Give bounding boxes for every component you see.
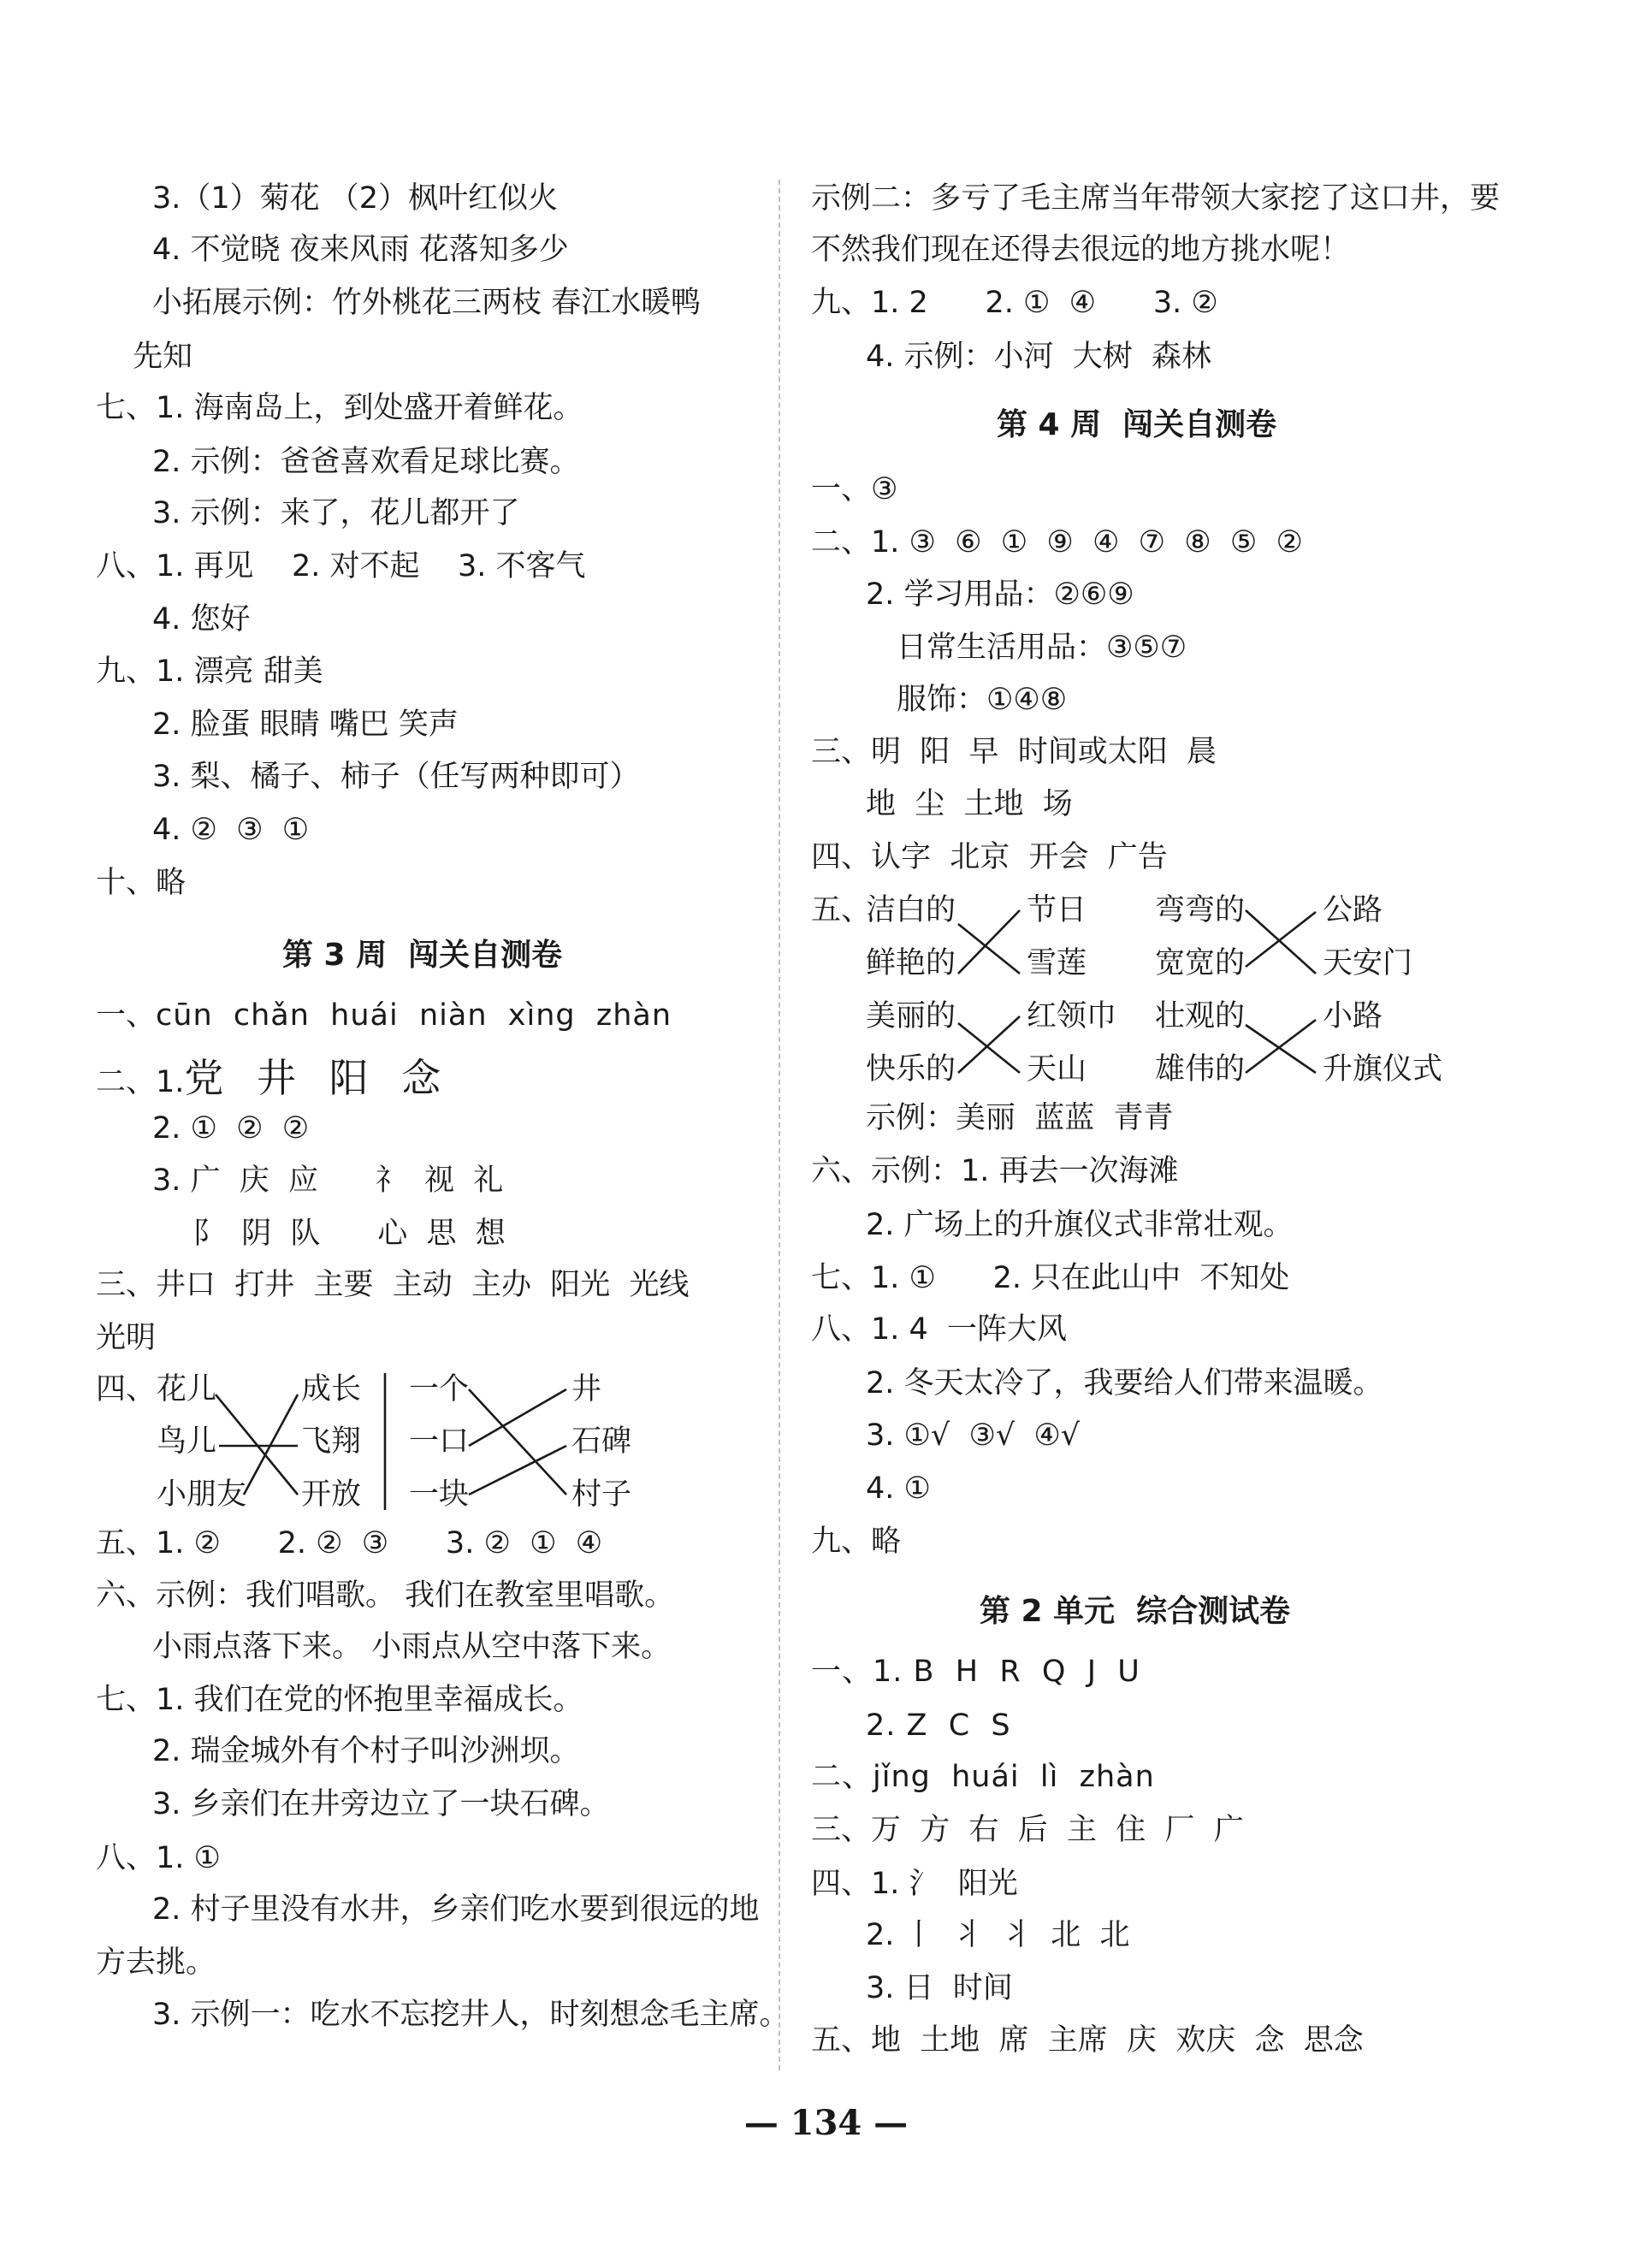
answer-line: 五、地 土地 席 主席 庆 欢庆 念 思念: [811, 2023, 1364, 2058]
answer-line: 4. 示例：小河 大树 森林: [866, 340, 1212, 374]
answer-line: 八、1. 再见 2. 对不起 3. 不客气: [96, 549, 586, 583]
answer-line: 小雨点落下来。 小雨点从空中落下来。: [152, 1630, 672, 1664]
match-item: 一口: [409, 1424, 470, 1459]
answer-line: 2. 冬天太冷了，我要给人们带来温暖。: [866, 1366, 1383, 1400]
answer-line: 不然我们现在还得去很远的地方挑水呢！: [811, 233, 1351, 267]
answer-line: 先知: [133, 340, 193, 374]
answer-line: 示例二：多亏了毛主席当年带领大家挖了这口井，要: [811, 181, 1501, 216]
question-number: 五、: [811, 893, 872, 927]
match-item: 美丽的: [866, 999, 956, 1033]
answer-line: 阝 阴 队 心 思 想: [192, 1217, 506, 1251]
answer-line: 四、1. 氵 阳光: [811, 1867, 1018, 1901]
section-title: 第 2 单元 综合测试卷: [980, 1594, 1291, 1629]
match-item: 一个: [409, 1372, 470, 1406]
answer-line: 4. 不觉晓 夜来风雨 花落知多少: [152, 233, 569, 267]
match-item: 公路: [1323, 893, 1383, 927]
answer-line: 光明: [96, 1321, 157, 1355]
match-item: 小路: [1323, 999, 1383, 1033]
match-item: 飞翔: [301, 1424, 362, 1459]
answer-line: 3.（1）菊花 （2）枫叶红似火: [152, 181, 559, 216]
column-divider: [779, 180, 780, 2070]
answer-line: 五、1. ② 2. ② ③ 3. ② ① ④: [96, 1526, 603, 1560]
answer-line: 服饰：①④⑧: [897, 683, 1068, 717]
match-item: 雪莲: [1027, 946, 1087, 980]
answer-line: 3. 梨、橘子、柿子（任写两种即可）: [152, 760, 640, 794]
matching-lines: [0, 0, 770, 1540]
answer-line: 九、略: [811, 1525, 902, 1559]
match-item: 弯弯的: [1155, 893, 1246, 927]
answer-line: 3. 乡亲们在井旁边立了一块石碑。: [152, 1787, 610, 1821]
answer-line: 地 尘 土地 场: [866, 787, 1073, 821]
answer-line: 4. ② ③ ①: [152, 813, 310, 847]
match-item: 升旗仪式: [1323, 1052, 1443, 1087]
match-item: 鸟儿: [157, 1424, 217, 1459]
matching-lines: [787, 0, 1643, 1112]
match-line: [216, 1395, 298, 1495]
answer-line: 2. 丨 丬 丬 北 北: [866, 1918, 1130, 1952]
answer-line: 3. ①√ ③√ ④√: [866, 1418, 1081, 1453]
match-item: 宽宽的: [1155, 946, 1246, 980]
answer-line: 方去挑。: [96, 1945, 216, 1980]
answer-line: 2. 脸蛋 眼睛 嘴巴 笑声: [152, 708, 459, 742]
match-item: 洁白的: [866, 893, 956, 927]
answer-line: 2. ① ② ②: [152, 1111, 310, 1146]
answer-line: 2. 村子里没有水井，乡亲们吃水要到很远的地: [152, 1892, 760, 1927]
match-item: 村子: [571, 1477, 632, 1512]
answer-line: 2. Z C S: [866, 1708, 1011, 1743]
match-item: 小朋友: [157, 1477, 247, 1512]
answer-line: 八、1. ①: [96, 1841, 221, 1875]
answer-line: 七、1. ① 2. 只在此山中 不知处: [811, 1261, 1290, 1295]
match-item: 雄伟的: [1155, 1052, 1246, 1087]
match-item: 石碑: [571, 1424, 632, 1459]
answer-line: 七、1. 海南岛上，到处盛开着鲜花。: [96, 391, 583, 425]
match-item: 节日: [1027, 893, 1087, 927]
answer-line: 日常生活用品：③⑤⑦: [897, 631, 1187, 665]
answer-line: 三、明 阳 早 时间或太阳 晨: [811, 735, 1217, 769]
answer-line: 九、1. 2 2. ① ④ 3. ②: [811, 286, 1218, 320]
answer-line: 3. 广 庆 应 礻 视 礼: [152, 1164, 504, 1198]
answer-line: 2. 瑞金城外有个村子叫沙洲坝。: [152, 1734, 580, 1768]
answer-line: 一、1. B H R Q J U: [811, 1655, 1140, 1689]
match-line: [958, 910, 1020, 974]
match-item: 天山: [1027, 1052, 1087, 1087]
answer-line: 七、1. 我们在党的怀抱里幸福成长。: [96, 1683, 583, 1717]
match-line: [469, 1446, 566, 1495]
question-number: 四、: [96, 1372, 157, 1406]
match-item: 天安门: [1323, 946, 1413, 980]
answer-line: 2. 示例：爸爸喜欢看足球比赛。: [152, 445, 580, 479]
answer-line: 一、cūn chǎn huái niàn xìng zhàn: [96, 998, 672, 1033]
match-line: [244, 1395, 298, 1495]
match-item: 壮观的: [1155, 999, 1246, 1033]
answer-line: 九、1. 漂亮 甜美: [96, 654, 323, 689]
answer-line: 4. 您好: [152, 602, 251, 637]
match-line: [469, 1389, 566, 1446]
match-item: 快乐的: [866, 1052, 956, 1087]
answer-line: 二、jǐng huái lì zhàn: [811, 1760, 1155, 1794]
answer-line: 2. 广场上的升旗仪式非常壮观。: [866, 1208, 1294, 1242]
answer-line: 八、1. 4 一阵大风: [811, 1312, 1068, 1347]
match-item: 成长: [301, 1372, 362, 1406]
answer-line: 二、1.党 井 阳 念: [96, 1055, 452, 1101]
section-title: 第 4 周 闯关自测卷: [997, 407, 1277, 442]
match-line: [958, 924, 1020, 974]
pinyin-text: cūn chǎn huái niàn xìng zhàn: [156, 998, 672, 1033]
answer-line: 六、示例：我们唱歌。 我们在教室里唱歌。: [96, 1578, 675, 1613]
answer-line: 三、井口 打井 主要 主动 主办 阳光 光线: [96, 1268, 690, 1302]
answer-line: 一、③: [811, 472, 898, 506]
match-item: 一块: [409, 1477, 470, 1512]
answer-line: 十、略: [96, 866, 187, 900]
answer-line: 二、1. ③ ⑥ ① ⑨ ④ ⑦ ⑧ ⑤ ②: [811, 525, 1303, 560]
answer-line: 2. 学习用品：②⑥⑨: [866, 577, 1134, 612]
answer-line: 示例：美丽 蓝蓝 青青: [866, 1101, 1174, 1135]
answer-line: 3. 日 时间: [866, 1971, 1013, 2005]
match-item: 鲜艳的: [866, 946, 956, 980]
answer-line: 3. 示例一：吃水不忘挖井人，时刻想念毛主席。: [152, 1998, 790, 2032]
match-line: [469, 1389, 566, 1495]
answer-line: 六、示例：1. 再去一次海滩: [811, 1154, 1179, 1188]
answer-line: 三、万 方 右 后 主 住 厂 广: [811, 1813, 1244, 1847]
match-item: 井: [571, 1372, 602, 1406]
match-item: 开放: [301, 1477, 362, 1512]
answer-line: 小拓展示例：竹外桃花三两枝 春江水暖鸭: [152, 286, 702, 320]
section-title: 第 3 周 闯关自测卷: [282, 938, 563, 973]
calligraphy-chars: 党 井 阳 念: [184, 1055, 452, 1101]
page-number: — 134 —: [743, 2103, 909, 2143]
answer-line: 3. 示例：来了，花儿都开了: [152, 496, 520, 530]
match-item: 红领巾: [1027, 999, 1117, 1033]
match-item: 花儿: [157, 1372, 217, 1406]
answer-line: 四、认字 北京 开会 广告: [811, 840, 1168, 874]
answer-line: 4. ①: [866, 1471, 931, 1506]
